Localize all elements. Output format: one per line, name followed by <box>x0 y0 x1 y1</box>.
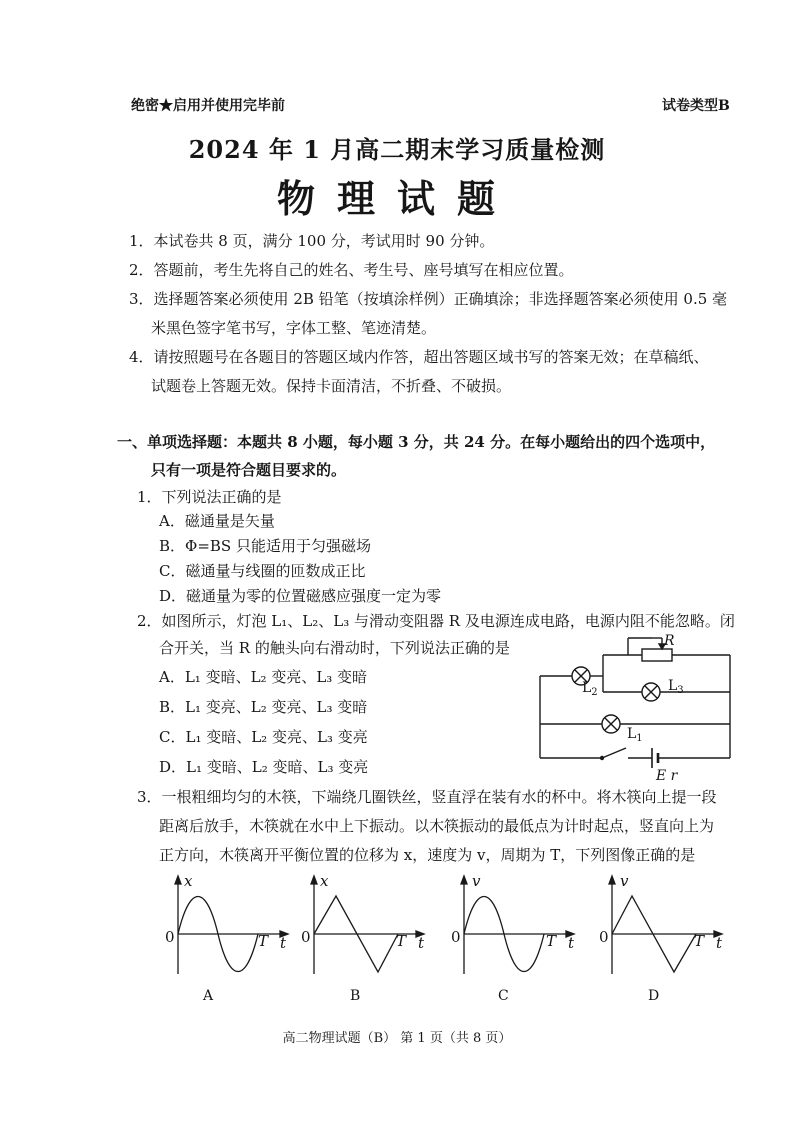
page-footer: 高二物理试题（B） 第 1 页（共 8 页） <box>282 1031 512 1046</box>
q2-option-a: A．L₁ 变暗、L₂ 变亮、L₃ 变暗 <box>159 668 368 686</box>
graph-a-ylabel: x <box>184 872 193 890</box>
q2-option-d: D．L₁ 变暗、L₂ 变暗、L₃ 变亮 <box>159 758 369 776</box>
graph-c <box>448 872 578 986</box>
graph-b-letter: B <box>350 988 361 1004</box>
graph-a-xlabel: t <box>280 934 287 952</box>
q1-option-a: A．磁通量是矢量 <box>159 512 275 530</box>
graph-c-letter: C <box>498 988 509 1004</box>
graph-a <box>162 872 292 986</box>
graph-d-period: T <box>694 932 705 950</box>
q2-option-c: C．L₁ 变暗、L₂ 变亮、L₃ 变亮 <box>159 728 368 746</box>
graph-d-origin: 0 <box>599 928 609 946</box>
q1-option-b: B．Φ=BS 只能适用于匀强磁场 <box>159 537 371 555</box>
question-2-stem: 2．如图所示，灯泡 L₁、L₂、L₃ 与滑动变阻器 R 及电源连成电路，电源内阻不能忽略。闭 <box>137 612 735 630</box>
lamp-l3-icon <box>642 683 660 701</box>
graph-d-ylabel: v <box>620 872 629 890</box>
question-2-stem-cont: 合开关，当 R 的触头向右滑动时，下列说法正确的是 <box>159 639 510 657</box>
q1-option-c: C．磁通量与线圈的匝数成正比 <box>159 562 366 580</box>
section-heading-cont: 只有一项是符合题目要求的。 <box>151 461 347 479</box>
graph-b-xlabel: t <box>418 934 425 952</box>
switch-icon <box>601 748 627 760</box>
source-label: E r <box>656 768 678 784</box>
exam-subtitle: 物理试题 <box>276 176 517 221</box>
graph-b-origin: 0 <box>301 928 311 946</box>
exam-title: 2024 年 1 月高二期末学习质量检测 <box>188 135 606 164</box>
confidential-label: 绝密★启用并使用完毕前 <box>131 98 285 114</box>
lamp-l3-label: $L_3$ <box>668 678 684 696</box>
graph-b-ylabel: x <box>320 872 329 890</box>
question-3-stem-cont-2: 正方向，木筷离开平衡位置的位移为 x，速度为 v，周期为 T，下列图像正确的是 <box>159 846 696 864</box>
graph-b-period: T <box>396 932 407 950</box>
graph-d-letter: D <box>648 988 660 1004</box>
question-1-stem: 1．下列说法正确的是 <box>137 488 282 506</box>
q2-option-b: B．L₁ 变亮、L₂ 变亮、L₃ 变暗 <box>159 698 368 716</box>
paper-type-label: 试卷类型B <box>662 98 730 114</box>
lamp-l1-label: $L_1$ <box>627 726 643 744</box>
graph-c-ylabel: v <box>472 872 481 890</box>
question-3-stem: 3．一根粗细均匀的木筷，下端绕几圈铁丝，竖直浮在装有水的杯中。将木筷向上提一段 <box>137 788 717 806</box>
circuit-diagram <box>530 630 740 785</box>
graph-c-xlabel: t <box>568 934 575 952</box>
graph-a-period: T <box>258 932 269 950</box>
graph-b <box>298 872 428 986</box>
graph-a-origin: 0 <box>165 928 175 946</box>
note-4-cont: 试题卷上答题无效。保持卡面清洁，不折叠、不破损。 <box>151 377 512 395</box>
lamp-l1-icon <box>602 715 620 733</box>
graph-c-origin: 0 <box>451 928 461 946</box>
note-1: 1．本试卷共 8 页，满分 100 分，考试用时 90 分钟。 <box>129 232 495 250</box>
note-3-cont: 米黑色签字笔书写，字体工整、笔迹清楚。 <box>151 319 437 337</box>
graph-c-period: T <box>546 932 557 950</box>
graph-a-letter: A <box>203 988 214 1004</box>
graph-d <box>596 872 726 986</box>
graph-d-xlabel: t <box>716 934 723 952</box>
note-4: 4．请按照题号在各题目的答题区域内作答，超出答题区域书写的答案无效；在草稿纸、 <box>129 348 709 366</box>
q1-option-d: D．磁通量为零的位置磁感应强度一定为零 <box>159 587 442 605</box>
battery-icon <box>652 748 658 768</box>
question-3-stem-cont-1: 距离后放手，木筷就在水中上下振动。以木筷振动的最低点为计时起点，竖直向上为 <box>159 817 715 835</box>
section-heading: 一、单项选择题：本题共 8 小题，每小题 3 分，共 24 分。在每小题给出的四个选项中， <box>117 433 716 451</box>
rheostat-label: R <box>664 633 675 649</box>
lamp-l2-label: $L_2$ <box>582 680 598 698</box>
note-2: 2．答题前，考生先将自己的姓名、考生号、座号填写在相应位置。 <box>129 261 574 279</box>
note-3: 3．选择题答案必须使用 2B 铅笔（按填涂样例）正确填涂；非选择题答案必须使用 0.5 毫 <box>129 290 728 308</box>
